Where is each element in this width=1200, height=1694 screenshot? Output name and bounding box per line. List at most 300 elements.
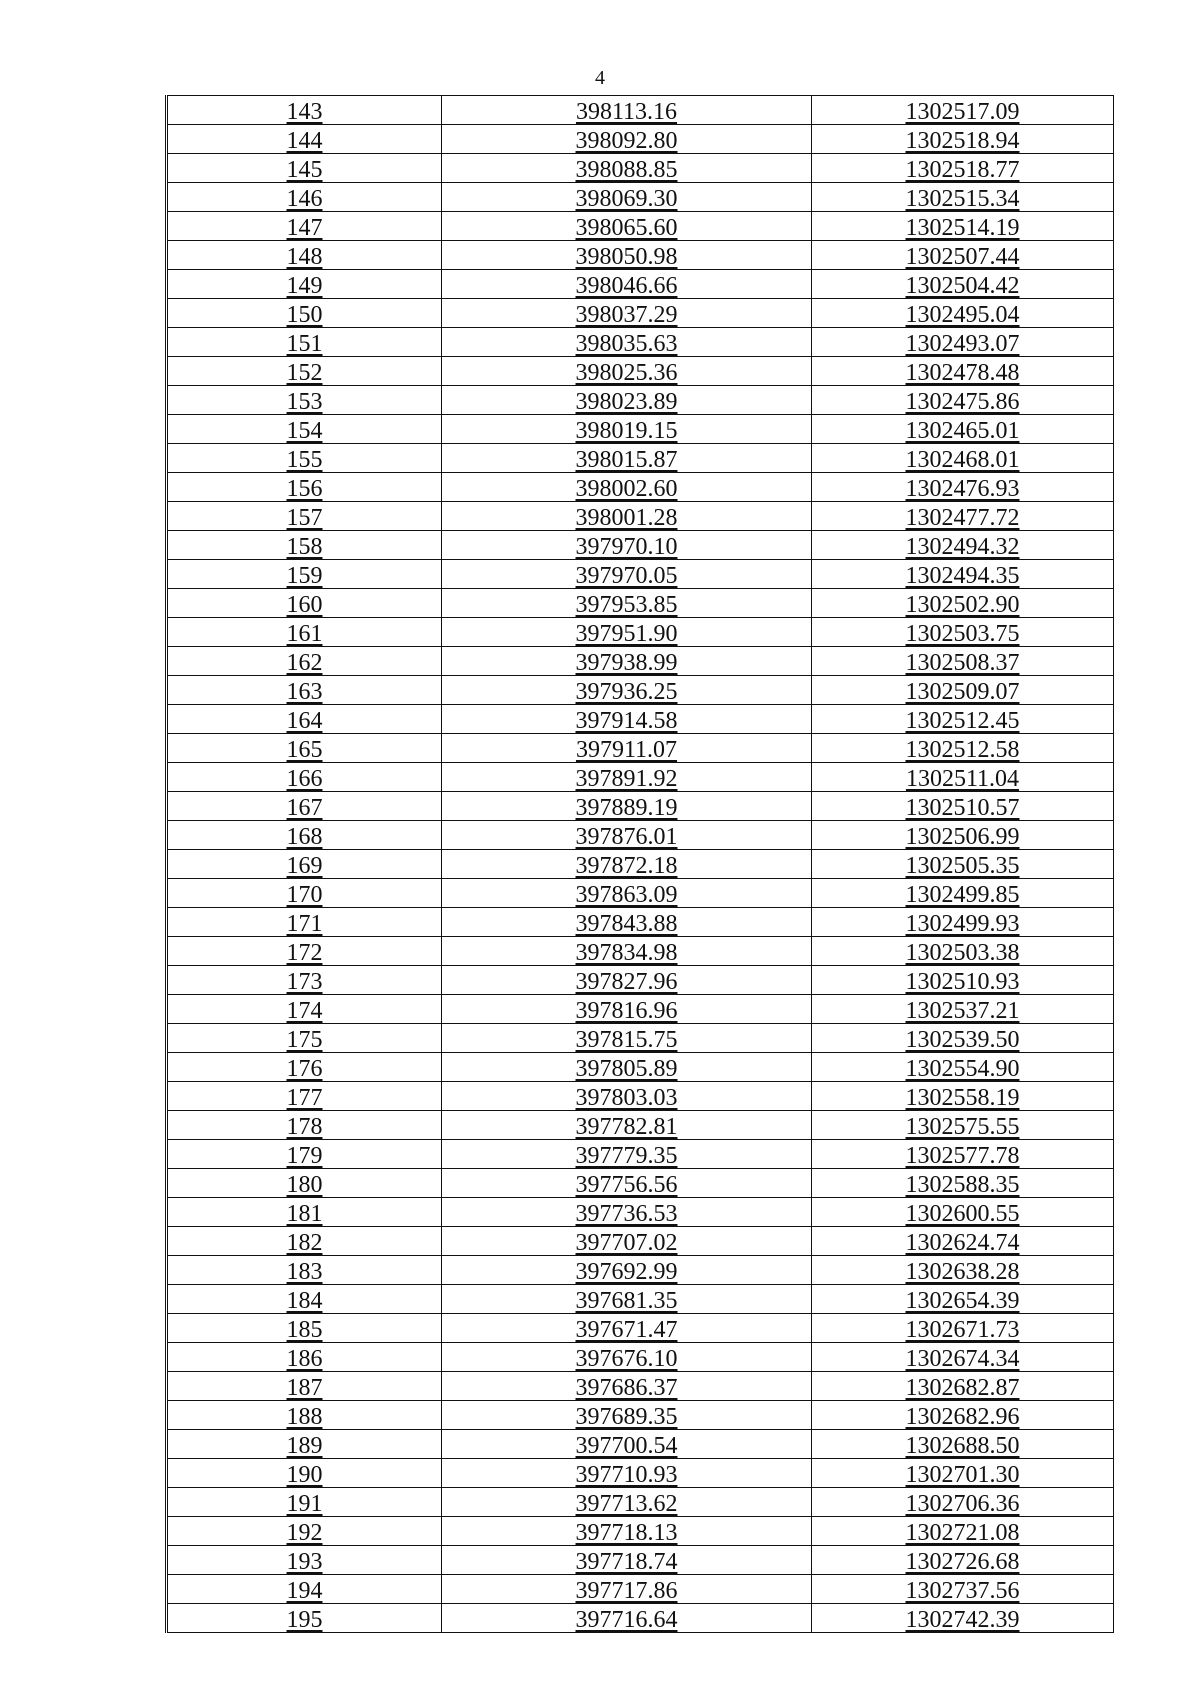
- cell-text: 1302512.58: [905, 737, 1020, 763]
- y-coordinate-cell: [812, 299, 1114, 328]
- y-coordinate-cell: [812, 1053, 1114, 1082]
- y-coordinate-cell: [812, 1546, 1114, 1575]
- cell-text: 172: [286, 940, 323, 966]
- x-coordinate-cell: [442, 212, 812, 241]
- table-row: [167, 734, 1114, 763]
- x-coordinate-cell: [442, 850, 812, 879]
- x-coordinate-cell: [442, 1575, 812, 1604]
- point-number-cell: [167, 1488, 442, 1517]
- cell-text: 397914.58: [575, 708, 678, 734]
- y-coordinate-cell: [812, 270, 1114, 299]
- cell-text: 1302504.42: [905, 273, 1020, 299]
- cell-text: 1302688.50: [905, 1433, 1020, 1459]
- cell-text: 152: [286, 360, 323, 386]
- point-number-cell: [167, 154, 442, 183]
- cell-text: 1302468.01: [905, 447, 1020, 473]
- cell-text: 151: [286, 331, 323, 357]
- y-coordinate-cell: [812, 1169, 1114, 1198]
- cell-text: 1302706.36: [905, 1491, 1020, 1517]
- table-row: [167, 1517, 1114, 1546]
- cell-text: 1302682.87: [905, 1375, 1020, 1401]
- table-row: [167, 125, 1114, 154]
- point-number-cell: [167, 96, 442, 125]
- table-row: [167, 589, 1114, 618]
- x-coordinate-cell: [442, 1053, 812, 1082]
- cell-text: 398065.60: [575, 215, 678, 241]
- cell-text: 397803.03: [575, 1085, 678, 1111]
- cell-text: 398025.36: [575, 360, 678, 386]
- cell-text: 397681.35: [575, 1288, 678, 1314]
- cell-text: 164: [286, 708, 323, 734]
- point-number-cell: [167, 1430, 442, 1459]
- cell-text: 192: [286, 1520, 323, 1546]
- table-row: [167, 850, 1114, 879]
- x-coordinate-cell: [442, 1343, 812, 1372]
- table-row: [167, 1314, 1114, 1343]
- point-number-cell: [167, 821, 442, 850]
- point-number-cell: [167, 1285, 442, 1314]
- x-coordinate-cell: [442, 560, 812, 589]
- table-row: [167, 908, 1114, 937]
- table-row: [167, 966, 1114, 995]
- cell-text: 185: [286, 1317, 323, 1343]
- y-coordinate-cell: [812, 531, 1114, 560]
- point-number-cell: [167, 995, 442, 1024]
- point-number-cell: [167, 386, 442, 415]
- cell-text: 1302554.90: [905, 1056, 1020, 1082]
- y-coordinate-cell: [812, 415, 1114, 444]
- point-number-cell: [167, 1024, 442, 1053]
- y-coordinate-cell: [812, 676, 1114, 705]
- table-row: [167, 1604, 1114, 1633]
- cell-text: 174: [286, 998, 323, 1024]
- table-row: [167, 1256, 1114, 1285]
- cell-text: 397717.86: [575, 1578, 678, 1604]
- y-coordinate-cell: [812, 473, 1114, 502]
- point-number-cell: [167, 792, 442, 821]
- table-row: [167, 502, 1114, 531]
- point-number-cell: [167, 879, 442, 908]
- point-number-cell: [167, 1198, 442, 1227]
- cell-text: 155: [286, 447, 323, 473]
- table-row: [167, 357, 1114, 386]
- point-number-cell: [167, 908, 442, 937]
- point-number-cell: [167, 966, 442, 995]
- point-number-cell: [167, 444, 442, 473]
- table-row: [167, 1053, 1114, 1082]
- x-coordinate-cell: [442, 1401, 812, 1430]
- cell-text: 397872.18: [575, 853, 678, 879]
- cell-text: 1302465.01: [905, 418, 1020, 444]
- cell-text: 397689.35: [575, 1404, 678, 1430]
- y-coordinate-cell: [812, 1256, 1114, 1285]
- x-coordinate-cell: [442, 531, 812, 560]
- cell-text: 169: [286, 853, 323, 879]
- y-coordinate-cell: [812, 763, 1114, 792]
- point-number-cell: [167, 1314, 442, 1343]
- cell-text: 1302721.08: [905, 1520, 1020, 1546]
- table-row: [167, 995, 1114, 1024]
- cell-text: 397716.64: [575, 1607, 678, 1633]
- cell-text: 397970.10: [575, 534, 678, 560]
- table-row: [167, 821, 1114, 850]
- cell-text: 167: [286, 795, 323, 821]
- table-row: [167, 705, 1114, 734]
- cell-text: 397938.99: [575, 650, 678, 676]
- table-row: [167, 1169, 1114, 1198]
- table-row: [167, 1546, 1114, 1575]
- cell-text: 1302577.78: [905, 1143, 1020, 1169]
- cell-text: 1302737.56: [905, 1578, 1020, 1604]
- point-number-cell: [167, 1546, 442, 1575]
- x-coordinate-cell: [442, 386, 812, 415]
- cell-text: 398001.28: [575, 505, 678, 531]
- point-number-cell: [167, 415, 442, 444]
- cell-text: 397876.01: [575, 824, 678, 850]
- table-row: [167, 1024, 1114, 1053]
- point-number-cell: [167, 763, 442, 792]
- x-coordinate-cell: [442, 879, 812, 908]
- x-coordinate-cell: [442, 821, 812, 850]
- cell-text: 195: [286, 1607, 323, 1633]
- x-coordinate-cell: [442, 154, 812, 183]
- y-coordinate-cell: [812, 1575, 1114, 1604]
- y-coordinate-cell: [812, 328, 1114, 357]
- cell-text: 147: [286, 215, 323, 241]
- cell-text: 177: [286, 1085, 323, 1111]
- cell-text: 1302638.28: [905, 1259, 1020, 1285]
- point-number-cell: [167, 1169, 442, 1198]
- cell-text: 397700.54: [575, 1433, 678, 1459]
- cell-text: 397827.96: [575, 969, 678, 995]
- cell-text: 1302506.99: [905, 824, 1020, 850]
- cell-text: 158: [286, 534, 323, 560]
- cell-text: 1302558.19: [905, 1085, 1020, 1111]
- cell-text: 1302517.09: [905, 99, 1020, 125]
- cell-text: 397779.35: [575, 1143, 678, 1169]
- cell-text: 1302499.93: [905, 911, 1020, 937]
- cell-text: 397736.53: [575, 1201, 678, 1227]
- cell-text: 150: [286, 302, 323, 328]
- cell-text: 146: [286, 186, 323, 212]
- y-coordinate-cell: [812, 96, 1114, 125]
- y-coordinate-cell: [812, 908, 1114, 937]
- cell-text: 397911.07: [575, 737, 678, 763]
- cell-text: 191: [286, 1491, 323, 1517]
- table-row: [167, 1343, 1114, 1372]
- table-row: [167, 183, 1114, 212]
- cell-text: 187: [286, 1375, 323, 1401]
- x-coordinate-cell: [442, 734, 812, 763]
- cell-text: 1302477.72: [905, 505, 1020, 531]
- cell-text: 149: [286, 273, 323, 299]
- point-number-cell: [167, 1401, 442, 1430]
- cell-text: 1302499.85: [905, 882, 1020, 908]
- cell-text: 1302514.19: [905, 215, 1020, 241]
- cell-text: 171: [286, 911, 323, 937]
- table-row: [167, 241, 1114, 270]
- y-coordinate-cell: [812, 966, 1114, 995]
- cell-text: 1302502.90: [905, 592, 1020, 618]
- table-row: [167, 1430, 1114, 1459]
- y-coordinate-cell: [812, 850, 1114, 879]
- x-coordinate-cell: [442, 299, 812, 328]
- cell-text: 398015.87: [575, 447, 678, 473]
- point-number-cell: [167, 589, 442, 618]
- point-number-cell: [167, 1053, 442, 1082]
- y-coordinate-cell: [812, 1488, 1114, 1517]
- y-coordinate-cell: [812, 618, 1114, 647]
- point-number-cell: [167, 502, 442, 531]
- table-row: [167, 1285, 1114, 1314]
- coordinate-table: [165, 95, 1114, 1633]
- cell-text: 1302512.45: [905, 708, 1020, 734]
- point-number-cell: [167, 212, 442, 241]
- y-coordinate-cell: [812, 560, 1114, 589]
- cell-text: 397891.92: [575, 766, 678, 792]
- cell-text: 1302518.94: [905, 128, 1020, 154]
- table-row: [167, 647, 1114, 676]
- x-coordinate-cell: [442, 995, 812, 1024]
- cell-text: 1302682.96: [905, 1404, 1020, 1430]
- table-row: [167, 1401, 1114, 1430]
- cell-text: 397718.13: [575, 1520, 678, 1546]
- cell-text: 1302726.68: [905, 1549, 1020, 1575]
- cell-text: 189: [286, 1433, 323, 1459]
- y-coordinate-cell: [812, 1140, 1114, 1169]
- point-number-cell: [167, 1111, 442, 1140]
- cell-text: 183: [286, 1259, 323, 1285]
- cell-text: 1302476.93: [905, 476, 1020, 502]
- cell-text: 168: [286, 824, 323, 850]
- cell-text: 1302624.74: [905, 1230, 1020, 1256]
- point-number-cell: [167, 676, 442, 705]
- x-coordinate-cell: [442, 1488, 812, 1517]
- cell-text: 398113.16: [575, 99, 678, 125]
- x-coordinate-cell: [442, 1604, 812, 1633]
- x-coordinate-cell: [442, 792, 812, 821]
- y-coordinate-cell: [812, 125, 1114, 154]
- table-row: [167, 1111, 1114, 1140]
- cell-text: 397816.96: [575, 998, 678, 1024]
- cell-text: 145: [286, 157, 323, 183]
- y-coordinate-cell: [812, 183, 1114, 212]
- table-row: [167, 1082, 1114, 1111]
- cell-text: 1302508.37: [905, 650, 1020, 676]
- x-coordinate-cell: [442, 1111, 812, 1140]
- table-row: [167, 879, 1114, 908]
- cell-text: 398050.98: [575, 244, 678, 270]
- cell-text: 159: [286, 563, 323, 589]
- y-coordinate-cell: [812, 792, 1114, 821]
- cell-text: 1302518.77: [905, 157, 1020, 183]
- x-coordinate-cell: [442, 241, 812, 270]
- y-coordinate-cell: [812, 502, 1114, 531]
- x-coordinate-cell: [442, 676, 812, 705]
- point-number-cell: [167, 1227, 442, 1256]
- point-number-cell: [167, 1140, 442, 1169]
- x-coordinate-cell: [442, 357, 812, 386]
- x-coordinate-cell: [442, 473, 812, 502]
- x-coordinate-cell: [442, 1198, 812, 1227]
- cell-text: 188: [286, 1404, 323, 1430]
- cell-text: 397889.19: [575, 795, 678, 821]
- cell-text: 397756.56: [575, 1172, 678, 1198]
- table-row: [167, 1140, 1114, 1169]
- point-number-cell: [167, 531, 442, 560]
- x-coordinate-cell: [442, 1285, 812, 1314]
- x-coordinate-cell: [442, 328, 812, 357]
- cell-text: 156: [286, 476, 323, 502]
- cell-text: 397671.47: [575, 1317, 678, 1343]
- cell-text: 165: [286, 737, 323, 763]
- cell-text: 397843.88: [575, 911, 678, 937]
- y-coordinate-cell: [812, 1459, 1114, 1488]
- cell-text: 166: [286, 766, 323, 792]
- cell-text: 1302515.34: [905, 186, 1020, 212]
- x-coordinate-cell: [442, 589, 812, 618]
- table-row: [167, 937, 1114, 966]
- point-number-cell: [167, 1372, 442, 1401]
- point-number-cell: [167, 241, 442, 270]
- cell-text: 173: [286, 969, 323, 995]
- y-coordinate-cell: [812, 647, 1114, 676]
- cell-text: 1302494.32: [905, 534, 1020, 560]
- y-coordinate-cell: [812, 1082, 1114, 1111]
- cell-text: 1302701.30: [905, 1462, 1020, 1488]
- table-row: [167, 676, 1114, 705]
- cell-text: 186: [286, 1346, 323, 1372]
- y-coordinate-cell: [812, 357, 1114, 386]
- cell-text: 1302510.57: [905, 795, 1020, 821]
- cell-text: 398037.29: [575, 302, 678, 328]
- cell-text: 1302742.39: [905, 1607, 1020, 1633]
- x-coordinate-cell: [442, 763, 812, 792]
- x-coordinate-cell: [442, 1140, 812, 1169]
- point-number-cell: [167, 1575, 442, 1604]
- x-coordinate-cell: [442, 1546, 812, 1575]
- y-coordinate-cell: [812, 1111, 1114, 1140]
- cell-text: 1302537.21: [905, 998, 1020, 1024]
- table-row: [167, 1198, 1114, 1227]
- cell-text: 397805.89: [575, 1056, 678, 1082]
- table-row: [167, 473, 1114, 502]
- point-number-cell: [167, 734, 442, 763]
- point-number-cell: [167, 1459, 442, 1488]
- cell-text: 160: [286, 592, 323, 618]
- point-number-cell: [167, 647, 442, 676]
- cell-text: 398092.80: [575, 128, 678, 154]
- x-coordinate-cell: [442, 908, 812, 937]
- cell-text: 398035.63: [575, 331, 678, 357]
- y-coordinate-cell: [812, 589, 1114, 618]
- cell-text: 1302509.07: [905, 679, 1020, 705]
- x-coordinate-cell: [442, 1314, 812, 1343]
- y-coordinate-cell: [812, 1604, 1114, 1633]
- y-coordinate-cell: [812, 444, 1114, 473]
- cell-text: 397692.99: [575, 1259, 678, 1285]
- point-number-cell: [167, 328, 442, 357]
- point-number-cell: [167, 473, 442, 502]
- cell-text: 397936.25: [575, 679, 678, 705]
- cell-text: 398069.30: [575, 186, 678, 212]
- x-coordinate-cell: [442, 125, 812, 154]
- cell-text: 193: [286, 1549, 323, 1575]
- cell-text: 1302510.93: [905, 969, 1020, 995]
- cell-text: 398019.15: [575, 418, 678, 444]
- point-number-cell: [167, 560, 442, 589]
- point-number-cell: [167, 183, 442, 212]
- cell-text: 1302495.04: [905, 302, 1020, 328]
- y-coordinate-cell: [812, 241, 1114, 270]
- cell-text: 397686.37: [575, 1375, 678, 1401]
- cell-text: 154: [286, 418, 323, 444]
- cell-text: 1302674.34: [905, 1346, 1020, 1372]
- table-row: [167, 328, 1114, 357]
- table-row: [167, 618, 1114, 647]
- x-coordinate-cell: [442, 502, 812, 531]
- x-coordinate-cell: [442, 1227, 812, 1256]
- point-number-cell: [167, 299, 442, 328]
- page-number: 4: [595, 67, 605, 89]
- x-coordinate-cell: [442, 1430, 812, 1459]
- x-coordinate-cell: [442, 705, 812, 734]
- point-number-cell: [167, 270, 442, 299]
- x-coordinate-cell: [442, 1517, 812, 1546]
- point-number-cell: [167, 1343, 442, 1372]
- cell-text: 179: [286, 1143, 323, 1169]
- table-row: [167, 763, 1114, 792]
- cell-text: 398046.66: [575, 273, 678, 299]
- cell-text: 1302503.75: [905, 621, 1020, 647]
- table-row: [167, 96, 1114, 125]
- table-row: [167, 299, 1114, 328]
- cell-text: 397676.10: [575, 1346, 678, 1372]
- point-number-cell: [167, 1517, 442, 1546]
- table-row: [167, 1575, 1114, 1604]
- x-coordinate-cell: [442, 444, 812, 473]
- point-number-cell: [167, 937, 442, 966]
- y-coordinate-cell: [812, 995, 1114, 1024]
- cell-text: 162: [286, 650, 323, 676]
- x-coordinate-cell: [442, 96, 812, 125]
- table-row: [167, 270, 1114, 299]
- y-coordinate-cell: [812, 1285, 1114, 1314]
- x-coordinate-cell: [442, 183, 812, 212]
- table-row: [167, 1372, 1114, 1401]
- cell-text: 397970.05: [575, 563, 678, 589]
- x-coordinate-cell: [442, 937, 812, 966]
- point-number-cell: [167, 1082, 442, 1111]
- cell-text: 1302600.55: [905, 1201, 1020, 1227]
- table-row: [167, 415, 1114, 444]
- cell-text: 163: [286, 679, 323, 705]
- x-coordinate-cell: [442, 1169, 812, 1198]
- cell-text: 1302575.55: [905, 1114, 1020, 1140]
- cell-text: 397834.98: [575, 940, 678, 966]
- x-coordinate-cell: [442, 966, 812, 995]
- cell-text: 176: [286, 1056, 323, 1082]
- cell-text: 1302503.38: [905, 940, 1020, 966]
- table-row: [167, 1227, 1114, 1256]
- cell-text: 397953.85: [575, 592, 678, 618]
- y-coordinate-cell: [812, 1227, 1114, 1256]
- cell-text: 1302539.50: [905, 1027, 1020, 1053]
- x-coordinate-cell: [442, 618, 812, 647]
- cell-text: 148: [286, 244, 323, 270]
- cell-text: 181: [286, 1201, 323, 1227]
- point-number-cell: [167, 1604, 442, 1633]
